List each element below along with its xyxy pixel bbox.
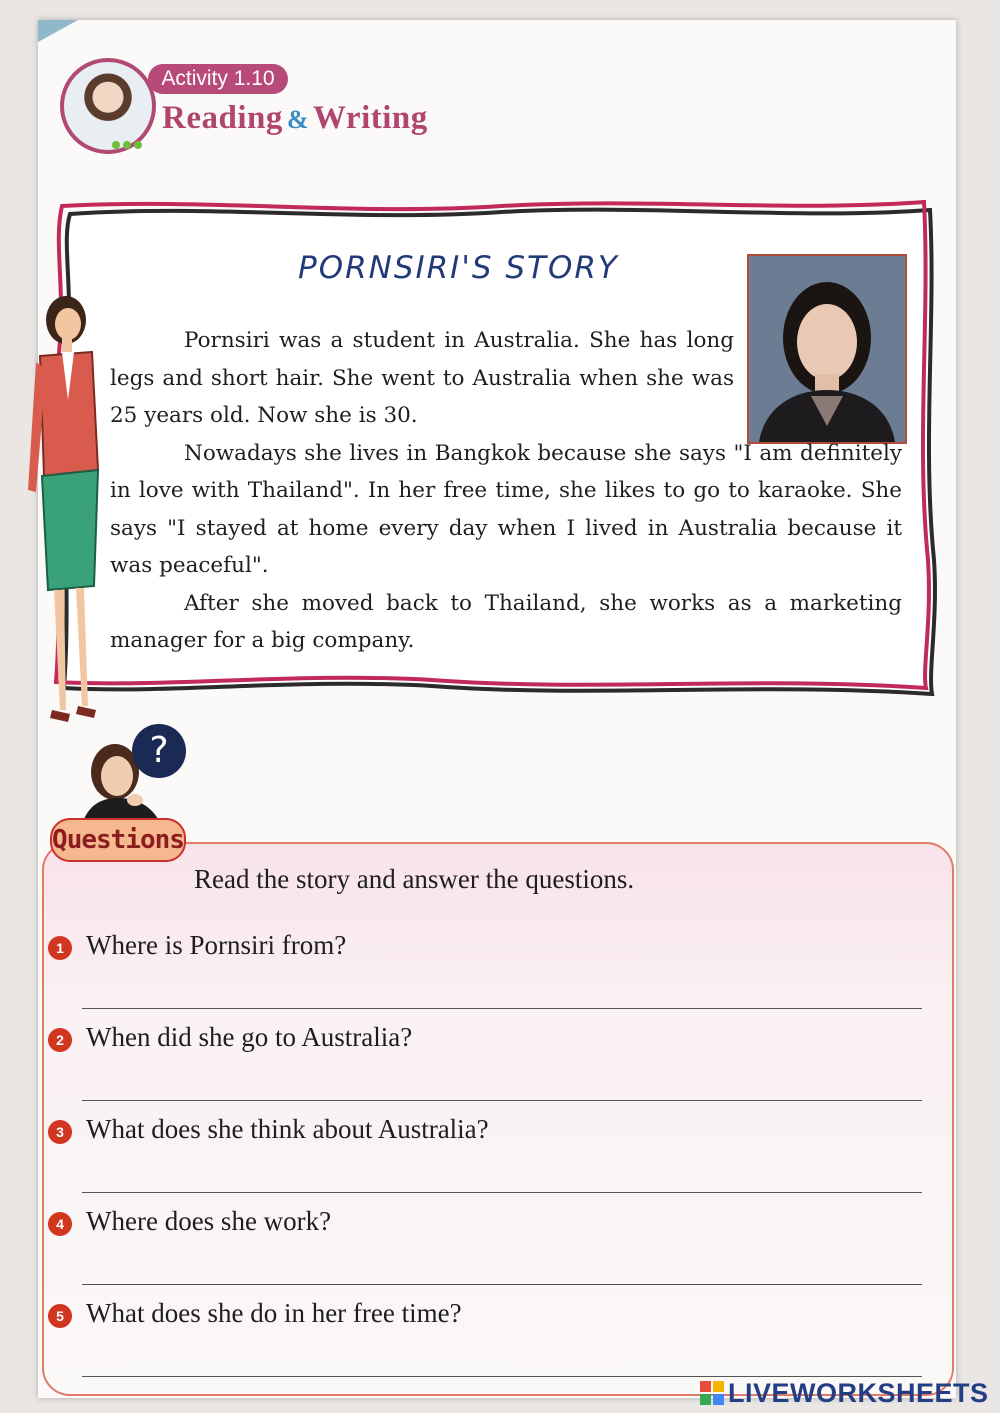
question-item xyxy=(48,1206,331,1237)
story-paragraph: Nowadays she lives in Bangkok because she says "I am definitely in love with Thailand". In her free time, she likes to go to karaoke. She says "I stayed at home every day when I lived in Australia because it was peaceful". xyxy=(110,440,902,578)
answer-line-input[interactable] xyxy=(82,1192,922,1193)
activity-subtitle-writing: Writing xyxy=(313,100,428,136)
question-item xyxy=(48,930,346,961)
activity-number-badge: Activity 1.10 xyxy=(148,64,288,94)
activity-subtitle xyxy=(162,100,428,137)
question-text: Where does she work? xyxy=(86,1206,332,1236)
answer-line-input[interactable] xyxy=(82,1008,922,1009)
cartoon-woman-illustration xyxy=(22,290,104,730)
activity-subtitle-amp: & xyxy=(286,105,310,134)
question-mark-bubble-icon: ? xyxy=(132,724,186,778)
question-text: What does she do in her free time? xyxy=(86,1298,462,1328)
answer-line-input[interactable] xyxy=(82,1376,922,1377)
questions-tab-label: Questions xyxy=(50,818,186,862)
activity-decor-dots xyxy=(112,136,145,154)
liveworksheets-brand-text[interactable]: LIVEWORKSHEETS xyxy=(728,1378,989,1408)
story-paragraph: Pornsiri was a student in Australia. She has long legs and short hair. She went to Australia when she was 25 years old. Now she is 30. xyxy=(110,328,734,428)
answer-line-input[interactable] xyxy=(82,1100,922,1101)
question-item xyxy=(48,1114,489,1145)
activity-subtitle-reading: Reading xyxy=(162,100,283,136)
question-text: Where is Pornsiri from? xyxy=(86,930,347,960)
answer-line-input[interactable] xyxy=(82,1284,922,1285)
question-number-badge: 1 xyxy=(48,936,72,960)
question-item xyxy=(48,1022,412,1053)
page-corner-tab xyxy=(38,20,78,42)
story-title: PORNSIRI'S STORY xyxy=(298,250,619,286)
question-number-badge: 5 xyxy=(48,1304,72,1328)
question-number-badge: 4 xyxy=(48,1212,72,1236)
question-item xyxy=(48,1298,462,1329)
liveworksheets-logo-icon xyxy=(700,1381,724,1405)
story-paragraph: After she moved back to Thailand, she works as a marketing manager for a big company. xyxy=(110,590,902,653)
questions-instruction: Read the story and answer the questions. xyxy=(194,864,635,894)
question-text: What does she think about Australia? xyxy=(86,1114,489,1144)
question-number-badge: 3 xyxy=(48,1120,72,1144)
question-number-badge: 2 xyxy=(48,1028,72,1052)
story-text xyxy=(110,322,902,660)
question-text: When did she go to Australia? xyxy=(86,1022,413,1052)
